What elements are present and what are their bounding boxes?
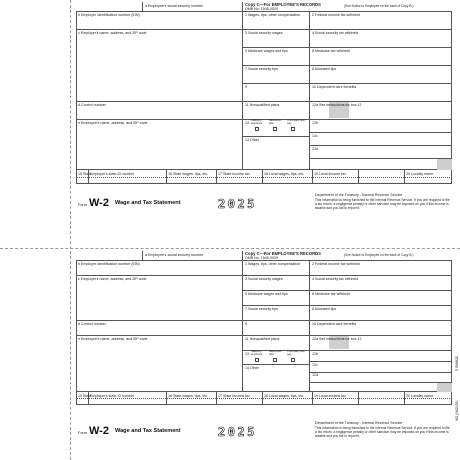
box12d-shade: [437, 383, 452, 392]
vertical-perforation: [70, 0, 71, 460]
box-15b-label: Employer's state ID number: [90, 394, 135, 398]
box-13-statutory: Statutory employee: [251, 350, 263, 356]
box-17-label: 17 State income tax: [218, 172, 250, 176]
form-word: Form: [78, 203, 87, 207]
box-a-label: a Employee's social security number: [145, 4, 204, 8]
horizontal-perforation: [0, 248, 460, 249]
box-15-label: 15 State: [78, 394, 92, 398]
box-12b-label: 12b: [312, 120, 318, 125]
box-5-label: 5 Medicare wages and tips: [245, 49, 288, 53]
box-2-label: 2 Federal income tax withheld: [312, 262, 360, 266]
box-7-label: 7 Social security tips: [245, 67, 278, 71]
box-4-label: 4 Social security tax withheld: [312, 277, 359, 281]
box-7-label: 7 Social security tips: [245, 307, 278, 311]
box-12a-label: 12a See instructions for box 12: [312, 337, 362, 341]
box-8-label: 8 Allocated tips: [312, 307, 337, 311]
box-20-label: 20 Locality name: [406, 172, 434, 176]
dept-label: Department of the Treasury - Internal Revenue Service: [315, 193, 403, 197]
copy-note: (See Notice to Employee on the back of Copy B.): [344, 3, 414, 8]
box-c-label: c Employer's name, address, and ZIP code: [78, 277, 147, 281]
w2-form-bottom: [76, 251, 459, 457]
box-13-retirement: Retirement plan: [269, 350, 282, 356]
box-13-retirement: Retirement plan: [269, 119, 282, 125]
box-6-label: 6 Medicare tax withheld: [312, 49, 350, 53]
box-e-label: e Employee's name, address, and ZIP code: [78, 121, 148, 125]
box-d-label: d Control number: [78, 103, 106, 107]
box-12d-label: 12d: [312, 146, 318, 151]
box-13-statutory: Statutory employee: [251, 119, 263, 125]
form-number: W-2: [89, 197, 109, 209]
side-code-1: 5 SMW2C: [455, 355, 459, 371]
box-b-label: b Employer identification number (EIN): [78, 262, 140, 266]
form-number: W-2: [89, 425, 109, 437]
box-17-label: 17 State income tax: [218, 394, 250, 398]
box-16-label: 16 State wages, tips, etc.: [168, 394, 209, 398]
box-18-label: 18 Local wages, tips, etc.: [264, 172, 305, 176]
box-19-label: 19 Local income tax: [314, 172, 346, 176]
form-title: Wage and Tax Statement: [115, 428, 181, 434]
box-10-label: 10 Dependent care benefits: [312, 322, 357, 326]
copy-note: (See Notice to Employee on the back of Copy B.): [344, 252, 414, 257]
retirement-checkbox[interactable]: [273, 358, 277, 362]
box-10-label: 10 Dependent care benefits: [312, 85, 357, 89]
box-12d-label: 12d: [312, 373, 318, 377]
box-6-label: 6 Medicare tax withheld: [312, 292, 350, 296]
thirdparty-checkbox[interactable]: [291, 358, 295, 362]
box-12c-label: 12c: [312, 362, 318, 367]
box-13-label: 13: [245, 352, 249, 356]
box-9-label: 9: [245, 85, 247, 89]
box-20-label: 20 Locality name: [406, 394, 434, 398]
box-13-thirdparty: Third-party sick pay: [287, 119, 305, 125]
thirdparty-checkbox[interactable]: [291, 127, 295, 131]
box-2-label: 2 Federal income tax withheld: [312, 13, 360, 17]
copy-title: Copy C—For EMPLOYEE'S RECORDS: [245, 251, 321, 256]
box-14-label: 14 Other: [245, 366, 259, 370]
box-15b-label: Employer's state ID number: [90, 172, 135, 176]
notice-text: This information is being furnished to the Internal Revenue Service. If you are required to file a tax return, a negligence penalty or other sanction may be imposed on you if this income is taxable and you fail to report it.: [315, 426, 450, 438]
box-1-label: 1 Wages, tips, other compensation: [245, 262, 301, 266]
retirement-checkbox[interactable]: [273, 127, 277, 131]
box-11-label: 11 Nonqualified plans: [245, 337, 280, 341]
box-5-label: 5 Medicare wages and tips: [245, 292, 288, 296]
notice-text: This information is being furnished to the Internal Revenue Service. If you are required to file a tax return, a negligence penalty or other sanction may be imposed on you if this income is taxable and you fail to report it.: [315, 198, 450, 210]
box-3-label: 3 Social security wages: [245, 31, 283, 35]
box-11-label: 11 Nonqualified plans: [245, 103, 280, 107]
w2-form-top: [76, 2, 452, 246]
box-18-label: 18 Local wages, tips, etc.: [264, 394, 305, 398]
box-d-label: d Control number: [78, 322, 106, 326]
box-c-label: c Employer's name, address, and ZIP code: [78, 31, 147, 35]
box-8-label: 8 Allocated tips: [312, 67, 337, 71]
box-13-label: 13: [245, 121, 249, 125]
statutory-checkbox[interactable]: [255, 127, 259, 131]
box-19-label: 19 Local income tax: [314, 394, 346, 398]
box-3-label: 3 Social security wages: [245, 277, 283, 281]
form-year: 2025: [218, 197, 257, 211]
copy-title: Copy C—For EMPLOYEE'S RECORDS: [245, 2, 321, 7]
form-title: Wage and Tax Statement: [115, 200, 181, 206]
box-a-label: a Employee's social security number: [145, 253, 204, 257]
box-15-label: 15 State: [78, 172, 92, 176]
box-13-thirdparty: Third-party sick pay: [287, 350, 305, 356]
statutory-checkbox[interactable]: [255, 358, 259, 362]
dept-label: Department of the Treasury - Internal Revenue Service: [315, 421, 403, 425]
box-12c-label: 12c: [312, 133, 318, 138]
box-9-label: 9: [245, 322, 247, 326]
box-b-label: b Employer identification number (EIN): [78, 13, 140, 17]
box12d-shade: [437, 159, 452, 170]
form-word: Form: [78, 431, 87, 435]
side-code-2: W2 (06/2025): [455, 400, 459, 421]
form-year: 2025: [218, 425, 257, 439]
box-14-label: 14 Other: [245, 138, 259, 142]
box-e-label: e Employee's name, address, and ZIP code: [78, 337, 148, 341]
box-12b-label: 12b: [312, 351, 318, 356]
box-16-label: 16 State wages, tips, etc.: [168, 172, 209, 176]
box-12a-label: 12a See instructions for box 12: [312, 103, 362, 107]
omb-number: OMB No. 1545-0029: [245, 7, 278, 11]
omb-number: OMB No. 1545-0029: [245, 256, 278, 260]
box-4-label: 4 Social security tax withheld: [312, 31, 359, 35]
box-1-label: 1 Wages, tips, other compensation: [245, 13, 301, 17]
